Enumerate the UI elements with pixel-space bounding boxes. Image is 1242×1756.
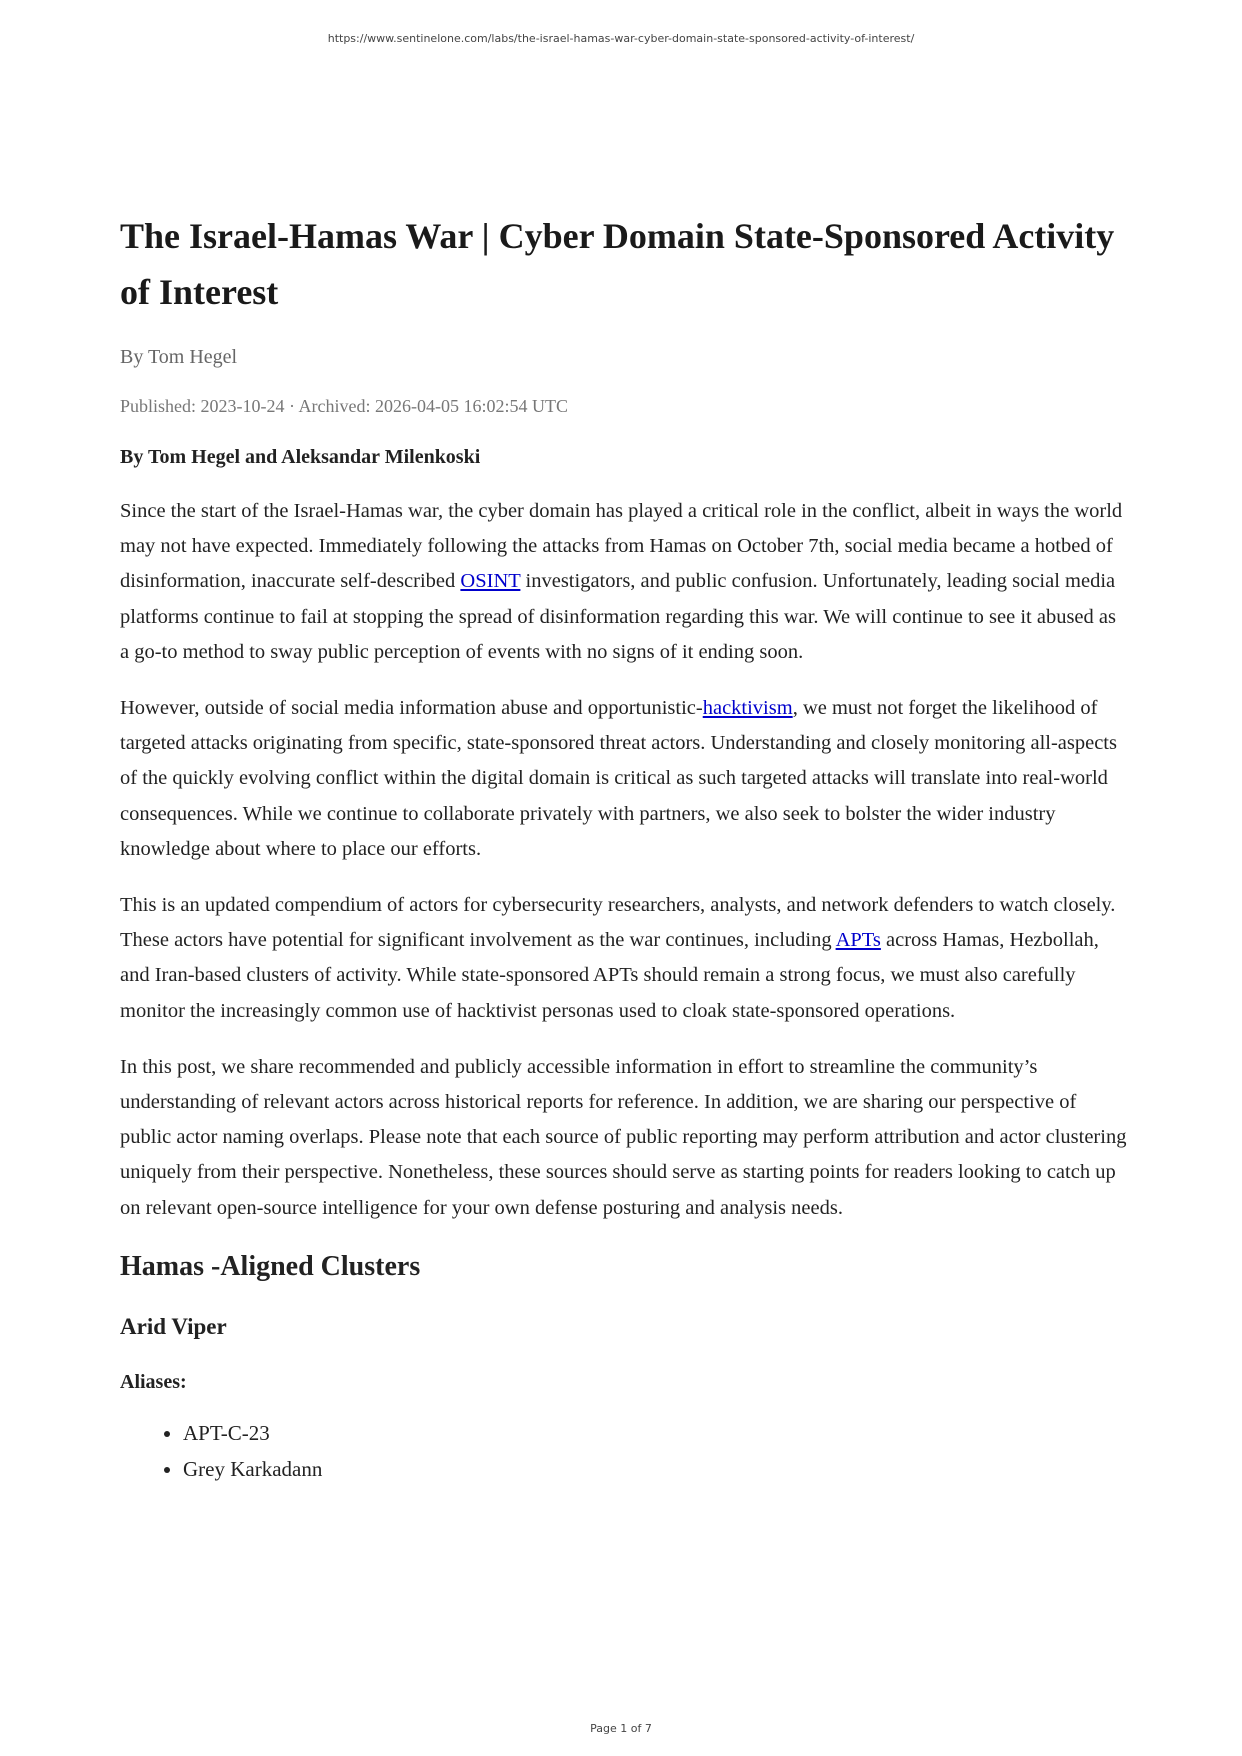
- osint-link[interactable]: OSINT: [460, 570, 521, 593]
- article-title: The Israel-Hamas War | Cyber Domain State-Sponsored Activity of Interest: [120, 216, 1115, 312]
- byline: By Tom Hegel: [120, 346, 238, 368]
- alias-item: • APT-C-23: [183, 1415, 1130, 1451]
- paragraph-hacktivism: [120, 691, 1130, 867]
- paragraph-intro: [120, 494, 1130, 670]
- subsection-heading: Arid Viper: [120, 1313, 227, 1339]
- source-url: https://www.sentinelone.com/labs/the-israel-hamas-war-cyber-domain-state-sponsored-activity-of-interest/: [327, 32, 915, 45]
- paragraph-compendium: [120, 888, 1130, 1029]
- aliases-list: [120, 1415, 1130, 1487]
- hacktivism-link[interactable]: hacktivism: [702, 697, 793, 720]
- apts-link[interactable]: APTs: [835, 929, 881, 952]
- publish-meta: Published: 2023-10-24 · Archived: 2026-04-05 16:02:54 UTC: [120, 396, 568, 416]
- authors-line: By Tom Hegel and Aleksandar Milenkoski: [120, 446, 481, 468]
- paragraph-recommendations: In this post, we share recommended and publicly accessible information in effort to streamline the community’s understanding of relevant actors across historical reports for reference. In addition, we are sharing our perspective of public actor naming overlaps. Please note that each source of public reporting may perform attribution and actor clustering uniquely from their perspective. Nonetheless, these sources should serve as starting points for readers looking to catch up on relevant open-source intelligence for your own defense posturing and analysis needs.: [120, 1055, 1127, 1219]
- section-heading: Hamas -Aligned Clusters: [120, 1250, 421, 1282]
- paragraph-text: However, outside of social media information abuse and opportunistic-: [120, 697, 703, 720]
- page-number: Page 1 of 7: [590, 1722, 652, 1735]
- alias-item: • Grey Karkadann: [183, 1451, 1130, 1487]
- paragraph-text: across Hamas, Hezbollah, and Iran-based clusters of activity. While state-sponsored APTs should remain a strong focus, we must also carefully monitor the increasingly common use of hacktivist personas used to cloak state-sponsored operations.: [120, 929, 1099, 1022]
- paragraph-text: , we must not forget the likelihood of targeted attacks originating from specific, state-sponsored threat actors. Understanding and closely monitoring all-aspects of the quickly evolving conflict within the digital domain is critical as such targeted attacks will translate into real-world consequences. While we continue to collaborate privately with partners, we also seek to bolster the wider industry knowledge about where to place our efforts.: [120, 697, 1117, 860]
- paragraph-text: This is an updated compendium of actors for cybersecurity researchers, analysts, and network defenders to watch closely. These actors have potential for significant involvement as the war continues, including: [120, 894, 1116, 952]
- article-content: [120, 208, 1130, 1487]
- paragraph-text: investigators, and public confusion. Unfortunately, leading social media platforms continue to fail at stopping the spread of disinformation regarding this war. We will continue to see it abused as a go-to method to sway public perception of events with no signs of it ending soon.: [120, 570, 1116, 663]
- paragraph-text: Since the start of the Israel-Hamas war, the cyber domain has played a critical role in the conflict, albeit in ways the world may not have expected. Immediately following the attacks from Hamas on October 7th, social media became a hotbed of disinformation, inaccurate self-described: [120, 500, 1123, 593]
- aliases-label: Aliases:: [120, 1370, 187, 1393]
